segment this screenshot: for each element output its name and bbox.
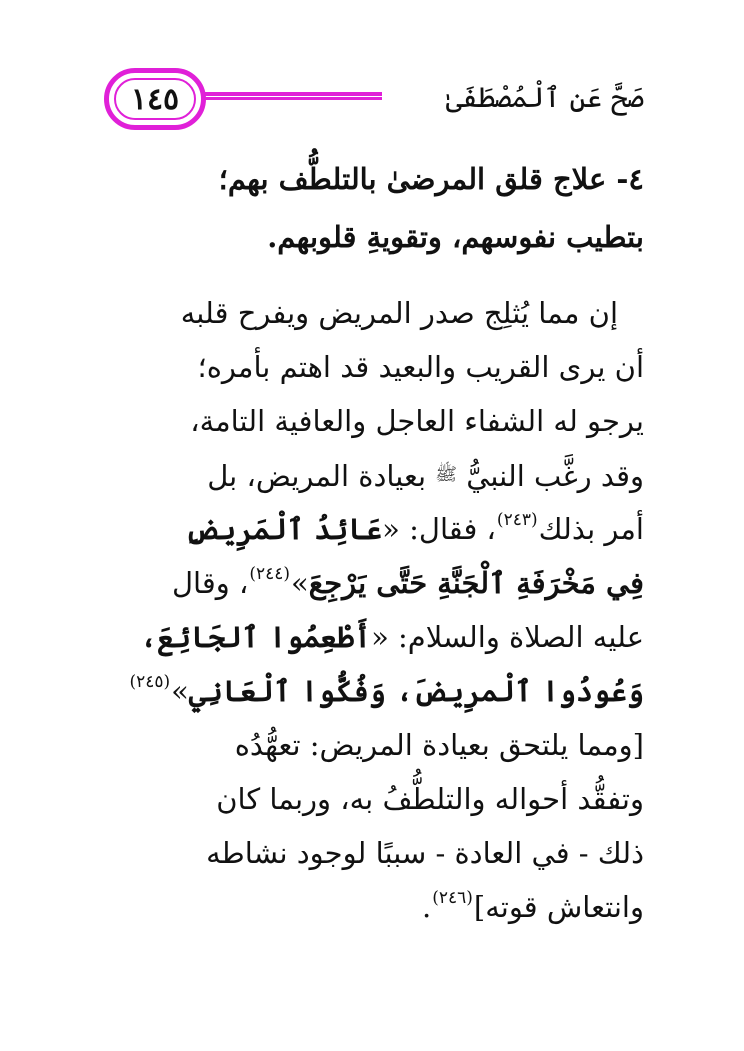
body-line-6: [96, 556, 644, 610]
text-segment: وقد رغَّب النبيُّ: [466, 459, 644, 493]
section-heading-line-1: ٤- علاج قلق المرضىٰ بالتلطُّف بهم؛: [218, 162, 644, 196]
body-line-9: [ومما يلتحق بعيادة المريض: تعهُّدُه: [234, 728, 644, 762]
footnote-marker: (٢٤٦): [432, 888, 473, 908]
body-line-11: ذلك - في العادة - سببًا لوجود نشاطه: [206, 836, 644, 870]
footnote-marker: (٢٤٣): [496, 510, 538, 530]
footnote-marker: (٢٤٥): [129, 672, 171, 692]
section-heading: [98, 150, 644, 266]
body-text: [96, 286, 644, 934]
footnote-marker: (٢٤٤): [249, 564, 291, 584]
text-segment: أمر بذلك: [538, 512, 644, 546]
body-line-7: [96, 610, 644, 664]
body-line-2: أن يرى القريب والبعيد قد اهتم بأمره؛: [197, 350, 644, 384]
body-line-10: وتفقُّد أحواله والتلطُّفُ به، وربما كان: [216, 782, 644, 816]
text-segment: عليه الصلاة والسلام: «: [371, 620, 644, 654]
body-line-8: [96, 664, 644, 718]
hadith-quote: أَطْعِمُوا ٱلجَائِعَ،: [140, 620, 372, 654]
running-header-title: صَحَّ عَنِ ٱلْمُصْطَفَىٰ: [445, 81, 644, 114]
text-segment: وانتعاش قوته]: [473, 890, 644, 924]
body-line-1: إن مما يُثلِج صدر المريض ويفرح قلبه: [180, 296, 618, 330]
text-segment: ، وقال: [171, 566, 249, 600]
header-rule: [200, 92, 382, 100]
text-segment: .: [421, 890, 432, 924]
hadith-quote: فِي مَخْرَفَةِ ٱلْجَنَّةِ حَتَّى يَرْجِعَ: [308, 566, 644, 600]
text-segment: »: [291, 566, 309, 600]
body-line-12: [96, 880, 644, 934]
section-heading-line-2: بتطيب نفوسهم، وتقويةِ قلوبهم.: [267, 220, 644, 254]
body-line-4: [96, 448, 644, 502]
text-segment: بعيادة المريض، بل: [207, 459, 427, 493]
hadith-quote: وَعُودُوا ٱلْمرِيضَ، وَفُكُّوا ٱلْعَانِي: [188, 674, 644, 708]
text-segment: »: [171, 674, 189, 708]
text-segment: ، فقال: «: [382, 512, 496, 546]
body-line-3: يرجو له الشفاء العاجل والعافية التامة،: [190, 404, 644, 438]
body-line-5: [96, 502, 644, 556]
page-number-badge: [104, 68, 206, 130]
hadith-quote: عَائِدُ ٱلْمَرِيضِ: [185, 512, 383, 546]
honorific-glyph: ﷺ: [435, 464, 458, 485]
page-number: ١٤٥: [114, 78, 196, 120]
